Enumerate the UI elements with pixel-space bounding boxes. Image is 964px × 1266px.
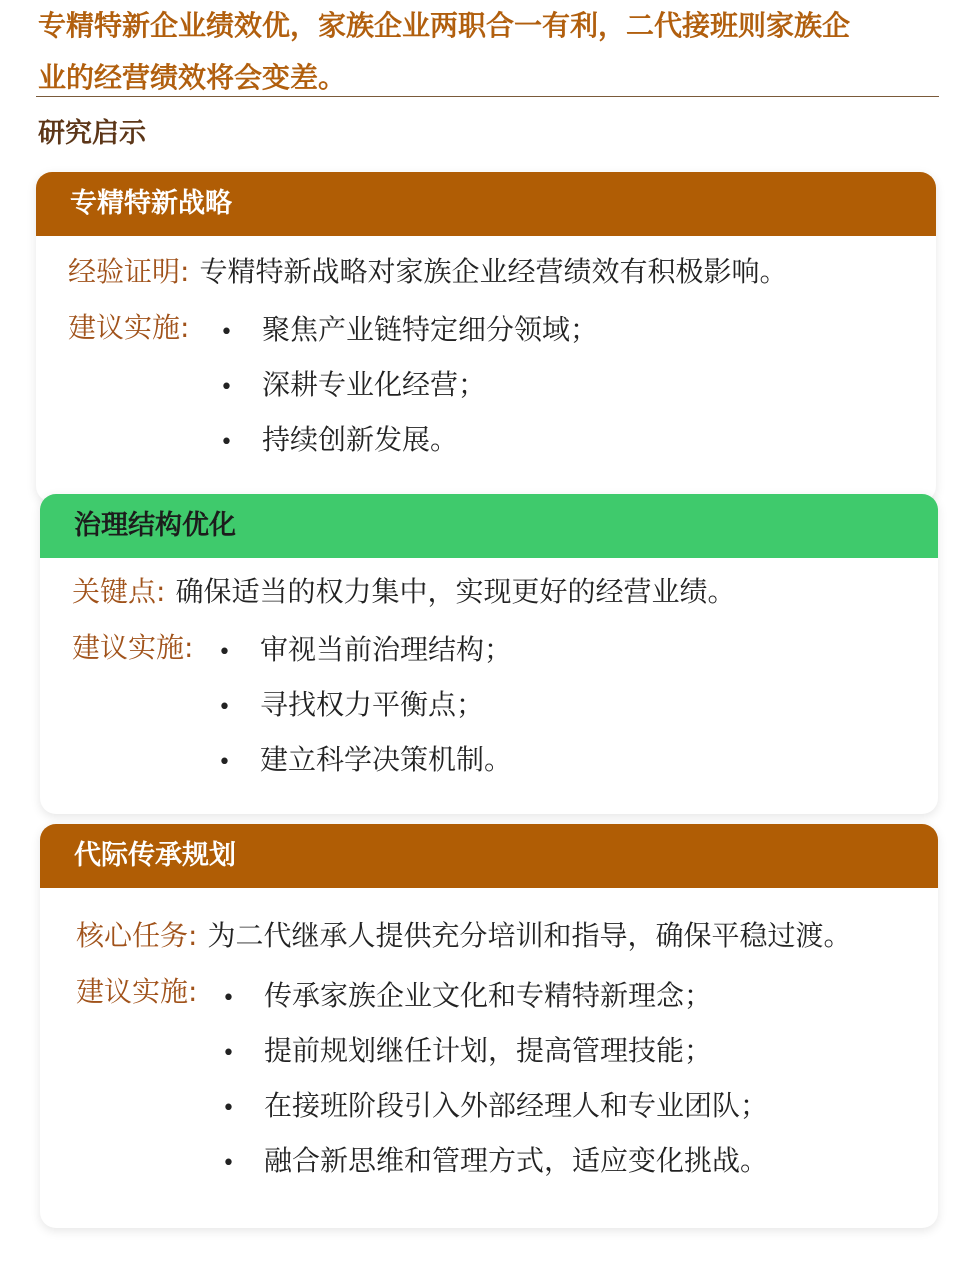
card-succession-key-label: 核心任务: <box>76 919 198 952</box>
card-succession-key-text: 为二代继承人提供充分培训和指导，确保平稳过渡。 <box>207 919 852 952</box>
list-item: • 寻找权力平衡点； <box>218 685 484 728</box>
lead-summary-line-2: 业的经营绩效将会变差。 <box>38 61 347 94</box>
bullet-icon: • <box>218 640 231 665</box>
bullet-icon: • <box>218 750 231 775</box>
list-item: • 在接班阶段引入外部经理人和专业团队； <box>222 1086 768 1129</box>
lead-summary <box>38 0 938 104</box>
bullet-icon: • <box>222 1151 235 1176</box>
card-strategy-key-row <box>68 252 787 292</box>
bullet-icon: • <box>220 375 233 400</box>
card-strategy-title: 专精特新战略 <box>36 172 936 236</box>
bullet-icon: • <box>220 320 233 345</box>
card-succession-suggest-label: 建议实施: <box>76 975 198 1008</box>
list-item: • 提前规划继任计划，提高管理技能； <box>222 1031 712 1074</box>
card-strategy-suggest-row <box>68 308 189 348</box>
list-item: • 建立科学决策机制。 <box>218 740 512 783</box>
card-governance <box>40 494 938 814</box>
lead-summary-line-1: 专精特新企业绩效优，家族企业两职合一有利，二代接班则家族企 <box>38 9 851 42</box>
card-governance-key-text: 确保适当的权力集中，实现更好的经营业绩。 <box>175 575 736 608</box>
card-succession <box>40 824 938 1228</box>
bullet-icon: • <box>220 430 233 455</box>
card-strategy-key-label: 经验证明: <box>68 255 190 288</box>
card-governance-key-row <box>72 572 735 612</box>
card-governance-key-label: 关键点: <box>72 575 166 608</box>
list-item: • 融合新思维和管理方式，适应变化挑战。 <box>222 1141 768 1184</box>
card-strategy <box>36 172 936 502</box>
card-succession-key-row <box>76 916 851 956</box>
card-succession-suggest-row <box>76 972 197 1012</box>
bullet-icon: • <box>218 695 231 720</box>
card-governance-suggest-label: 建议实施: <box>72 631 194 664</box>
divider <box>36 96 939 97</box>
card-succession-title: 代际传承规划 <box>40 824 938 888</box>
section-title: 研究启示 <box>38 118 146 149</box>
card-governance-title: 治理结构优化 <box>40 494 938 558</box>
bullet-icon: • <box>222 1096 235 1121</box>
card-strategy-key-text: 专精特新战略对家族企业经营绩效有积极影响。 <box>199 255 788 288</box>
list-item: • 深耕专业化经营； <box>220 365 486 408</box>
list-item: • 持续创新发展。 <box>220 420 458 463</box>
list-item: • 传承家族企业文化和专精特新理念； <box>222 976 712 1019</box>
bullet-icon: • <box>222 986 235 1011</box>
bullet-icon: • <box>222 1041 235 1066</box>
list-item: • 聚焦产业链特定细分领域； <box>220 310 598 353</box>
card-governance-suggest-row <box>72 628 193 668</box>
card-strategy-suggest-label: 建议实施: <box>68 311 190 344</box>
list-item: • 审视当前治理结构； <box>218 630 512 673</box>
